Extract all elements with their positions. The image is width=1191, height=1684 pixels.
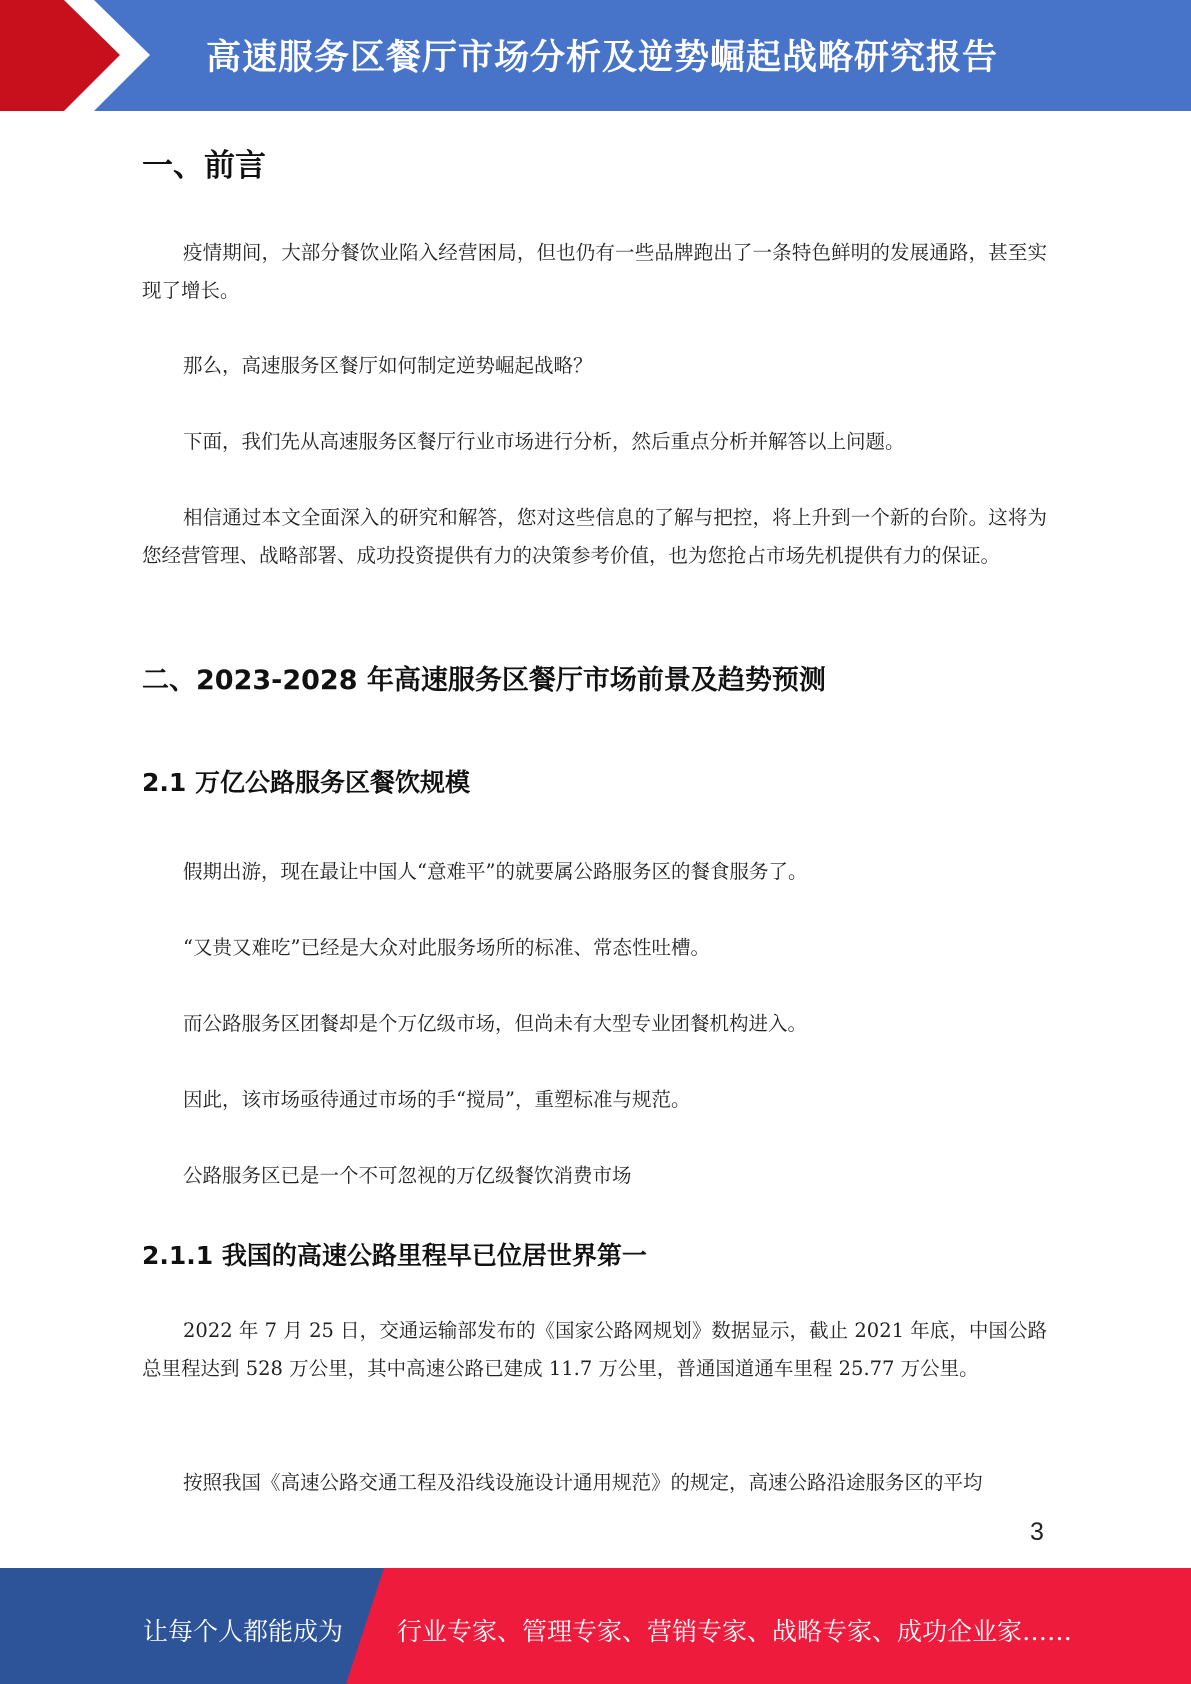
mileage-paragraph-1: 2022 年 7 月 25 日，交通运输部发布的《国家公路网规划》数据显示，截止 2021 年底，中国公路总里程达到 528 万公里，其中高速公路已建成 11.7 万公里，普通国道通车里程 25.77 万公里。: [142, 1319, 1047, 1380]
preface-heading: 一、前言: [142, 148, 266, 184]
preface-paragraph-2: 那么，高速服务区餐厅如何制定逆势崛起战略？: [183, 354, 593, 377]
scale-paragraph-5: 公路服务区已是一个不可忽视的万亿级餐饮消费市场: [183, 1164, 632, 1187]
preface-paragraph-4: 相信通过本文全面深入的研究和解答，您对这些信息的了解与把控，将上升到一个新的台阶。这将为您经营管理、战略部署、成功投资提供有力的决策参考价值，也为您抢占市场先机提供有力的保证。: [142, 506, 1047, 567]
page-footer: [0, 1568, 1191, 1684]
scale-paragraph-4: 因此，该市场亟待通过市场的手“搅局”，重塑标准与规范。: [183, 1088, 691, 1111]
page-number: 3: [1030, 1518, 1044, 1546]
mileage-heading: 2.1.1 我国的高速公路里程早已位居世界第一: [142, 1241, 647, 1270]
preface-paragraph-1: 疫情期间，大部分餐饮业陷入经营困局，但也仍有一些品牌跑出了一条特色鲜明的发展通路，甚至实现了增长。: [142, 241, 1047, 302]
header-title: 高速服务区餐厅市场分析及逆势崛起战略研究报告: [206, 38, 999, 78]
scale-paragraph-1: 假期出游，现在最让中国人“意难平”的就要属公路服务区的餐食服务了。: [183, 860, 808, 883]
forecast-heading: 二、2023-2028 年高速服务区餐厅市场前景及趋势预测: [142, 665, 826, 696]
mileage-paragraph-2: 按照我国《高速公路交通工程及沿线设施设计通用规范》的规定，高速公路沿途服务区的平均: [183, 1471, 983, 1494]
scale-paragraph-3: 而公路服务区团餐却是个万亿级市场，但尚未有大型专业团餐机构进入。: [183, 1012, 808, 1035]
footer-slogan-left: 让每个人都能成为: [143, 1617, 344, 1646]
preface-paragraph-3: 下面，我们先从高速服务区餐厅行业市场进行分析，然后重点分析并解答以上问题。: [183, 430, 905, 453]
footer-slogan-right: 行业专家、管理专家、营销专家、战略专家、成功企业家……: [397, 1617, 1073, 1646]
page-header: [0, 0, 1191, 111]
scale-heading: 2.1 万亿公路服务区餐饮规模: [142, 768, 470, 797]
scale-paragraph-2: “又贵又难吃”已经是大众对此服务场所的标准、常态性吐槽。: [183, 936, 710, 959]
